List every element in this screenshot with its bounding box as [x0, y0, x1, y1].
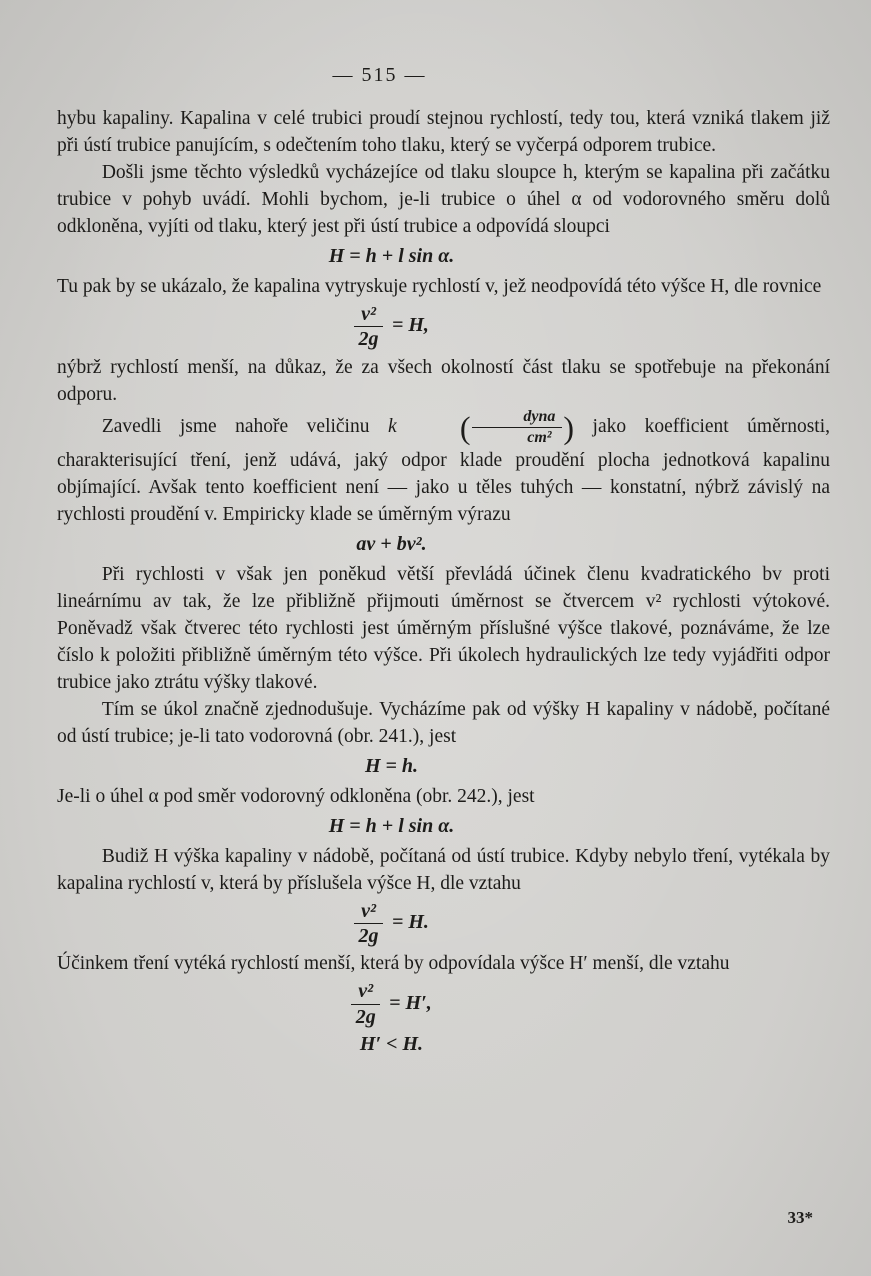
- fraction-denominator: cm²: [527, 428, 552, 446]
- fraction-denominator: 2g: [355, 1005, 376, 1028]
- paragraph: [57, 408, 830, 528]
- formula-text: H = h.: [364, 754, 419, 777]
- formula-5: [5, 813, 778, 840]
- inline-fraction: [415, 408, 574, 447]
- text-column: [57, 105, 830, 1058]
- paren-open: (: [459, 409, 471, 446]
- paragraph: Došli jsme těchto výsledků vycházejíce od tlaku sloupce h, kterým se kapalina při začátku trubice v pohyb uvádí. Mohli bychom, je-li trubice o úhel α od vodorovného směru dolů odkloněna, vyjíti od tlaku, který jest při ústí trubice a odpovídá sloupci: [57, 162, 830, 237]
- formula-4: [5, 753, 778, 780]
- fraction-numerator: v²: [354, 900, 383, 924]
- formula-1: [5, 243, 778, 270]
- fraction: [351, 980, 380, 1028]
- math-variable: k: [387, 415, 397, 437]
- formula-6: [5, 900, 778, 948]
- paragraph: Účinkem tření vytéká rychlostí menší, která by odpovídala výšce H′ menší, dle vztahu: [57, 953, 730, 975]
- formula-rhs: = H.: [391, 911, 429, 934]
- formula-rhs: = H,: [391, 314, 429, 337]
- paren-close: ): [563, 409, 575, 446]
- paragraph: Budiž H výška kapaliny v nádobě, počítaná od ústí trubice. Kdyby nebylo tření, vytékala by kapalina rychlostí v, která by příslušela výšce H, dle vztahu: [57, 845, 830, 894]
- paragraph: Při rychlosti v však jen poněkud větší převládá účinek členu kvadratického bv proti lineárnímu av tak, že lze přibližně přijmouti úměrnost se čtvercem v² rychlosti výtokové. Poněvadž však čtverec této rychlosti jest úměrným příslušné výšce tlakové, poznáváme, že lze číslo k položiti přibližně úměrným této výšce. Při úkolech hydraulických lze tedy vyjádřiti odpor trubice jako ztrátu výšky tlakové.: [57, 563, 830, 693]
- formula-2: [5, 303, 778, 351]
- paragraph: Tu pak by se ukázalo, že kapalina vytryskuje rychlostí v, jež neodpovídá této výšce H, dle rovnice: [57, 276, 822, 297]
- formula-text: H = h + l sin α.: [328, 245, 455, 267]
- paragraph-text: jako koefficient úměrnosti, charakterisující tření, jenž udává, jaký odpor klade proudění plocha jednotková kapalinu objímající. Avšak tento koefficient není — jako u těles tuhých — konstatní, nýbrž závislý na rychlosti proudění v. Empiricky klade se úměrným výrazu: [57, 415, 831, 525]
- fraction: [354, 900, 383, 948]
- fraction-denominator: 2g: [358, 924, 379, 947]
- formula-7: [5, 980, 778, 1028]
- formula-text: av + bv².: [356, 532, 427, 555]
- fraction-numerator: dyna: [472, 408, 563, 428]
- formula-rhs: = H′,: [389, 991, 432, 1014]
- fraction-denominator: 2g: [358, 328, 379, 351]
- fraction: [354, 303, 383, 351]
- fraction-numerator: v²: [354, 303, 383, 327]
- paragraph: Je-li o úhel α pod směr vodorovný odkloněna (obr. 242.), jest: [57, 785, 535, 807]
- signature-mark: 33*: [787, 1208, 813, 1227]
- formula-text: H = h + l sin α.: [328, 814, 455, 837]
- fraction: [472, 408, 563, 447]
- formula-text: H′ < H.: [359, 1033, 424, 1056]
- paragraph: nýbrž rychlostí menší, na důkaz, že za všech okolností část tlaku se spotřebuje na překonání odporu.: [57, 356, 830, 405]
- fraction-numerator: v²: [351, 980, 380, 1004]
- paragraph: Tím se úkol značně zjednodušuje. Vycházíme pak od výšky H kapaliny v nádobě, počítané od ústí trubice; je-li tato vodorovná (obr. 241.), jest: [57, 698, 830, 747]
- formula-8: [5, 1031, 778, 1058]
- page-number: — 515 —: [332, 64, 427, 86]
- paragraph-text: Zavedli jsme nahoře veličinu: [101, 415, 370, 437]
- formula-3: [5, 531, 778, 558]
- paragraph: hybu kapaliny. Kapalina v celé trubici proudí stejnou rychlostí, tedy tou, která vzniká tlakem již při ústí trubice panujícím, s odečtením toho tlaku, který se vyčerpá odporem trubice.: [57, 108, 830, 156]
